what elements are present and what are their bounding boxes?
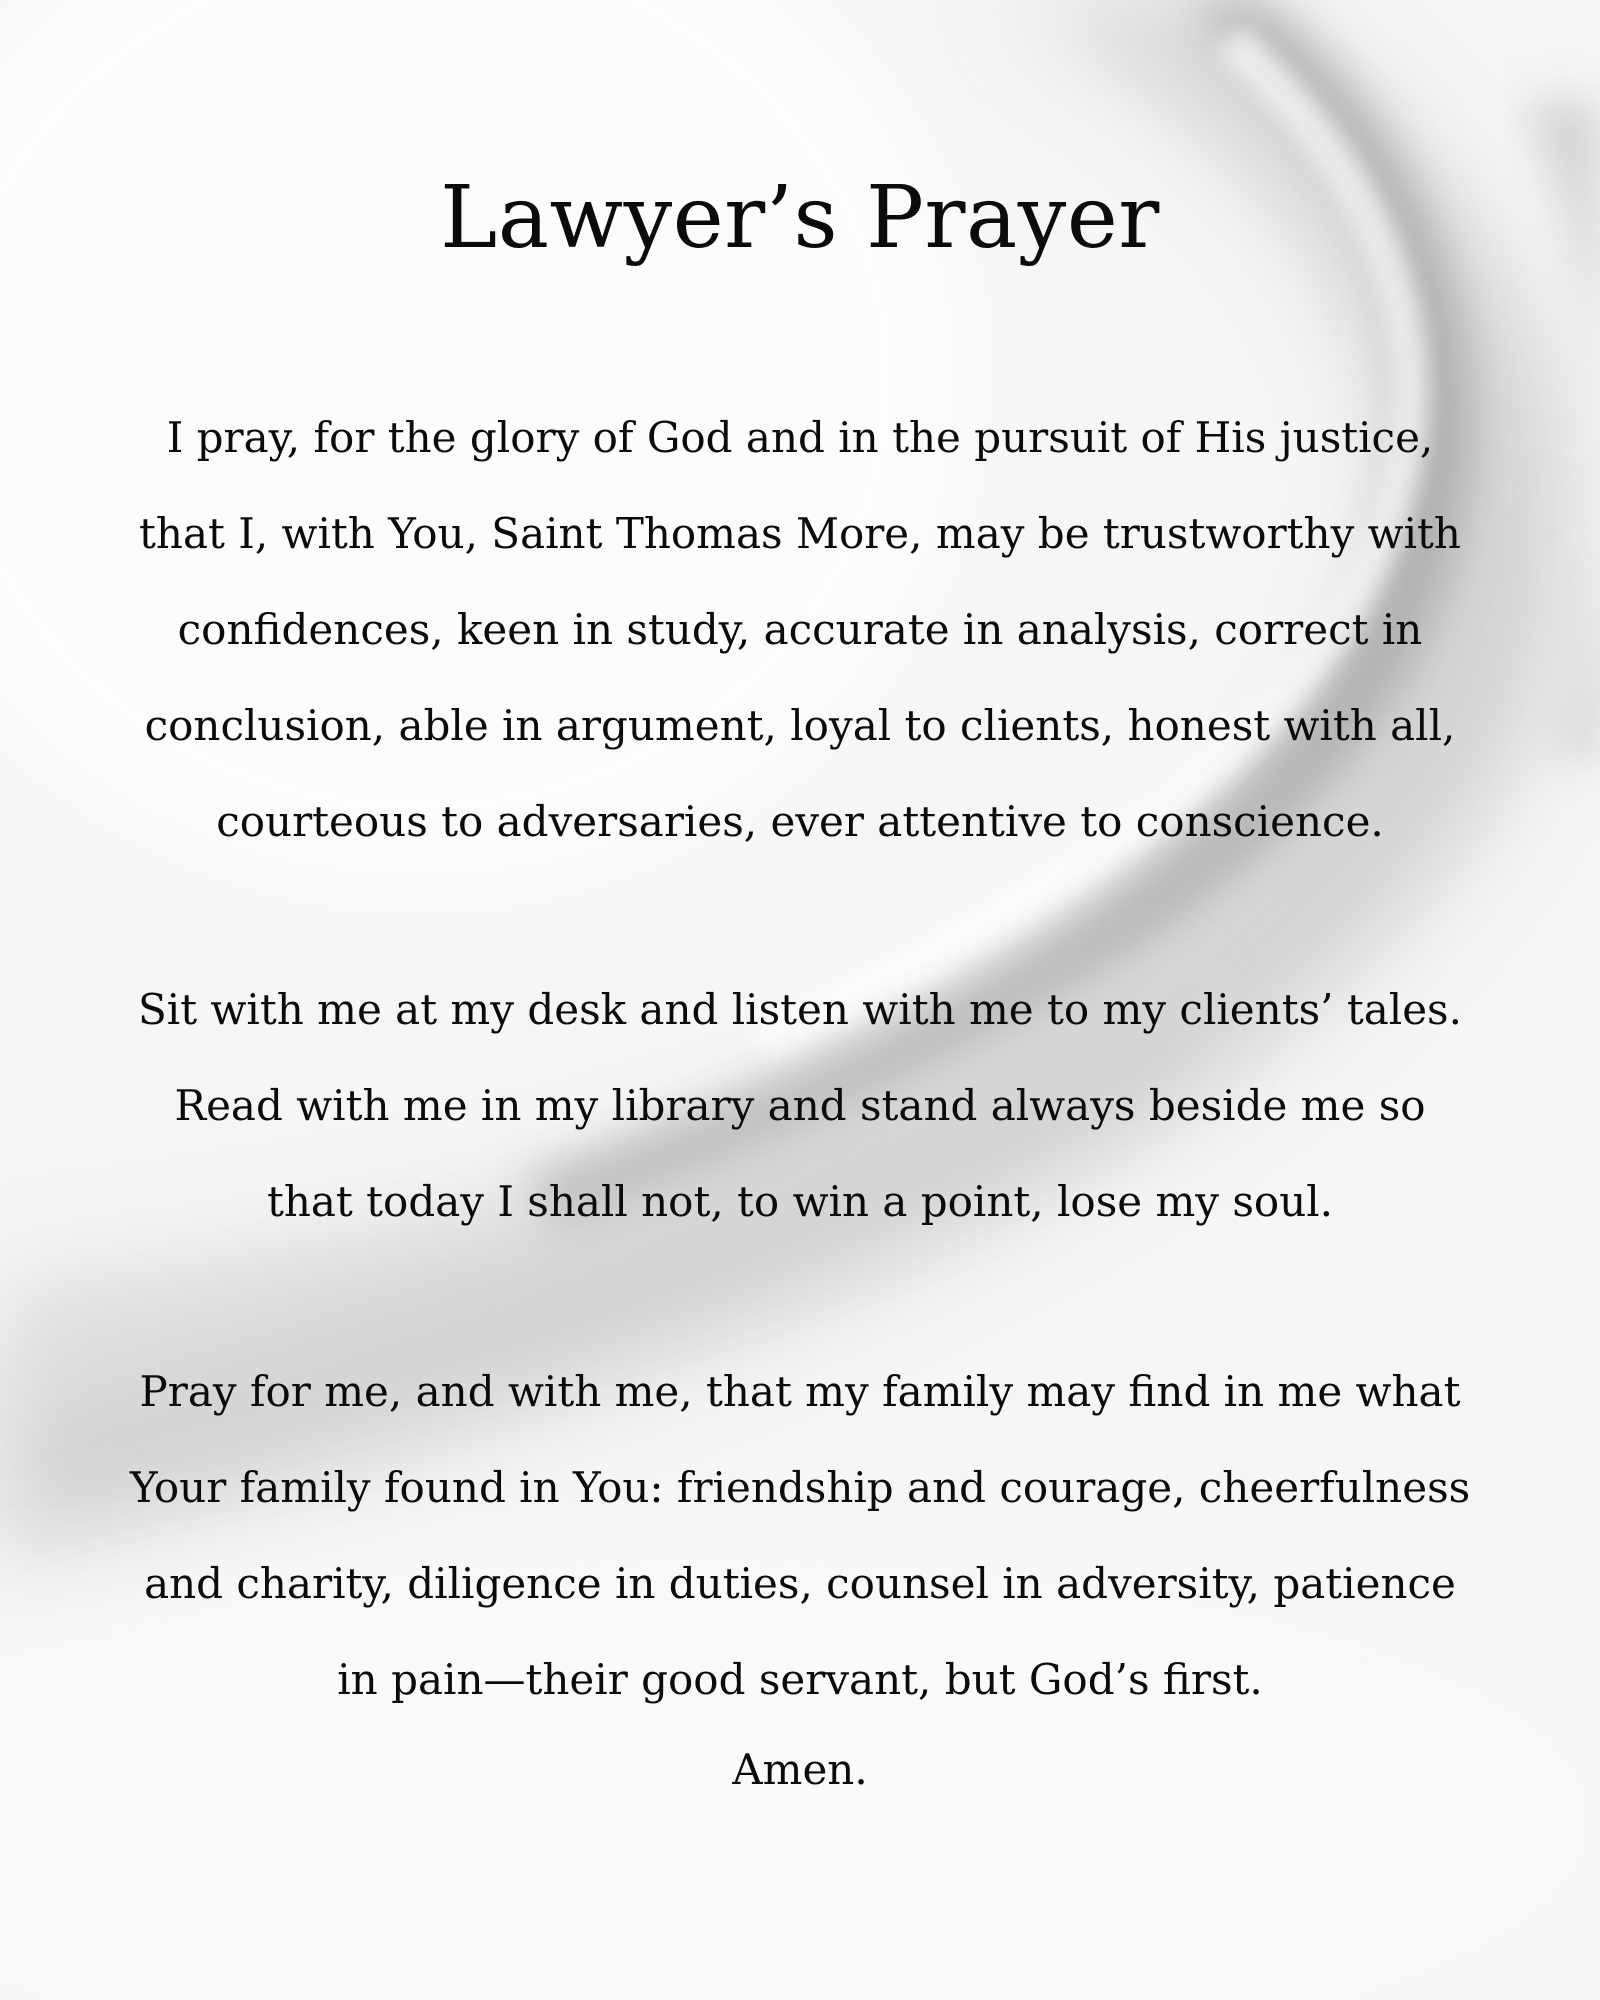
paragraph-line: that I, with You, Saint Thomas More, may be trustworthy with	[139, 509, 1461, 558]
paragraph-2	[0, 962, 1600, 1250]
paragraph-line: that today I shall not, to win a point, lose my soul.	[266, 1177, 1334, 1226]
paragraph-line: and charity, diligence in duties, counsel in adversity, patience	[144, 1559, 1456, 1608]
paragraph-line: conclusion, able in argument, loyal to clients, honest with all,	[144, 701, 1456, 750]
paragraph-3	[0, 1344, 1600, 1728]
paragraph-1	[0, 390, 1600, 870]
closing-amen: Amen.	[732, 1745, 868, 1794]
paragraph-line: confidences, keen in study, accurate in analysis, correct in	[177, 605, 1423, 654]
paragraph-line: Pray for me, and with me, that my family may find in me what	[139, 1367, 1461, 1416]
paragraph-line: Your family found in You: friendship and courage, cheerfulness	[129, 1463, 1471, 1512]
paragraph-line: Sit with me at my desk and listen with me to my clients’ tales.	[138, 985, 1462, 1034]
paragraph-line: I pray, for the glory of God and in the pursuit of His justice,	[166, 413, 1434, 462]
paragraph-line: Read with me in my library and stand always beside me so	[174, 1081, 1426, 1130]
page-title: Lawyer’s Prayer	[440, 168, 1160, 268]
paragraph-line: courteous to adversaries, ever attentive to conscience.	[216, 797, 1384, 846]
paragraph-line: in pain—their good servant, but God’s first.	[337, 1655, 1263, 1704]
